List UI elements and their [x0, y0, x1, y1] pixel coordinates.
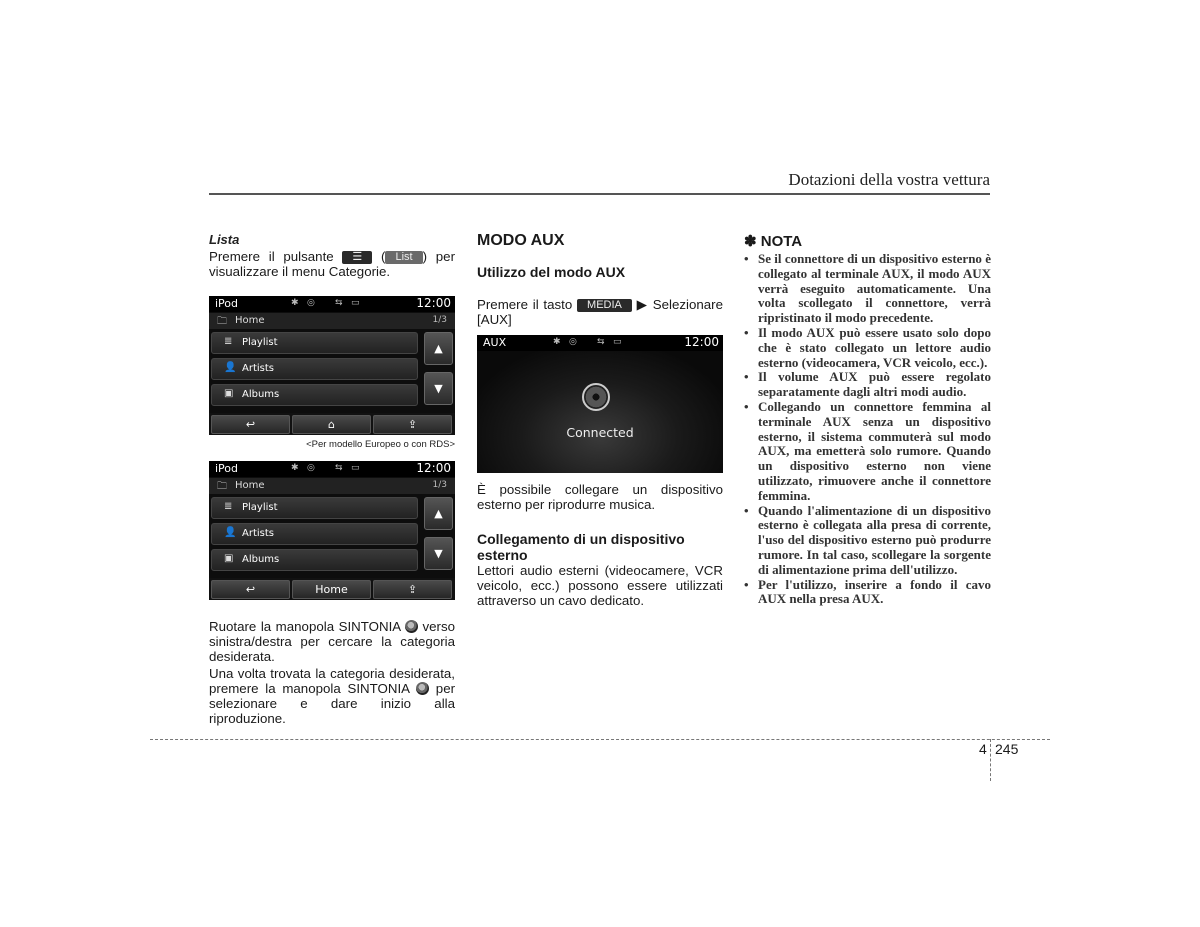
press-text-2: Selezionare [AUX]	[477, 297, 723, 327]
aux-screen	[477, 335, 723, 473]
select-text-2: per selezionare e dare inizio alla riproduzione.	[209, 681, 456, 726]
menu-list-icon: ☰	[342, 251, 372, 264]
clock: 12:00	[416, 296, 451, 310]
select-paragraph	[209, 666, 455, 726]
aux-usage-subtitle: Utilizzo del modo AUX	[477, 264, 626, 280]
album-icon: ▣	[224, 553, 234, 564]
list-item-albums[interactable]	[211, 549, 418, 571]
clock: 12:00	[416, 461, 451, 475]
usb-icon: ⇆	[335, 298, 343, 308]
footer-rule	[150, 739, 1050, 740]
footer-divider	[990, 739, 991, 781]
folder-up-button[interactable]: ⇪	[373, 580, 452, 599]
bluetooth-icon: ✱	[553, 337, 561, 347]
usb-icon: ⇆	[335, 463, 343, 473]
connection-status: Connected	[566, 425, 634, 440]
aux-mode-title: MODO AUX	[477, 232, 565, 249]
bluetooth-icon: ✱	[291, 298, 299, 308]
folder-icon: 🗀	[217, 481, 227, 492]
note-item: • Il modo AUX può essere usato solo dopo che è stato collegato un lettore audio esterno (videocamera, VCR veicolo, ecc.).	[744, 326, 991, 370]
press-text-1: Premere il tasto	[477, 297, 573, 312]
home-path-row	[209, 313, 455, 329]
external-device-description: Lettori audio esterni (videocamere, VCR veicolo, ecc.) possono essere utilizzati attraverso un cavo dedicato.	[477, 563, 723, 608]
list-item-label: Playlist	[242, 502, 278, 513]
column-1	[209, 232, 455, 726]
play-arrow-icon: ▶	[636, 297, 648, 312]
section-lista-title: Lista	[209, 232, 240, 247]
list-item-label: Playlist	[242, 337, 278, 348]
scroll-up-button[interactable]: ▲	[424, 497, 453, 530]
page-indicator: 1/3	[432, 480, 447, 490]
column-3	[744, 232, 991, 607]
aux-press-paragraph	[477, 297, 723, 327]
header-rule	[209, 193, 990, 195]
home-path-row	[209, 478, 455, 494]
usb-icon: ⇆	[597, 337, 605, 347]
list-item-artists[interactable]	[211, 358, 418, 380]
home-text-button[interactable]: Home	[292, 580, 371, 599]
source-name: iPod	[215, 462, 239, 475]
disc-icon: ◎	[307, 298, 315, 308]
list-item-label: Albums	[242, 554, 280, 565]
back-button[interactable]: ↩	[211, 415, 290, 434]
source-name: iPod	[215, 297, 239, 310]
aux-icon: ▭	[351, 463, 360, 473]
intro-text-2: visualizzare il menu Categorie.	[209, 264, 391, 279]
note-list	[744, 252, 991, 607]
connected-disc-icon	[582, 383, 610, 411]
running-header-title: Dotazioni della vostra vettura	[788, 170, 990, 189]
artist-icon: 👤	[224, 527, 237, 538]
album-icon: ▣	[224, 388, 234, 399]
screen-caption: <Per modello Europeo o con RDS>	[306, 439, 455, 450]
folder-up-button[interactable]: ⇪	[373, 415, 452, 434]
list-button-label: List	[385, 251, 422, 264]
intro-paragraph: Premere il pulsante ☰ ( List ) per visualizzare il menu Categorie.	[209, 249, 456, 279]
tune-knob-icon	[416, 682, 429, 695]
source-name: AUX	[483, 336, 507, 349]
external-device-subtitle: Collegamento di un dispositivo esterno	[477, 531, 685, 563]
playlist-icon: ≣	[224, 336, 233, 347]
status-bar	[477, 335, 723, 351]
list-item-artists[interactable]	[211, 523, 418, 545]
home-button[interactable]: ⌂	[292, 415, 371, 434]
select-text-1: Una volta trovata la categoria desiderata, premere la manopola SINTONIA	[209, 666, 455, 696]
artist-icon: 👤	[224, 362, 237, 373]
chapter-number: 4	[979, 741, 987, 757]
list-item-playlist[interactable]	[211, 497, 418, 519]
aux-background	[477, 351, 723, 473]
status-bar	[209, 296, 455, 312]
note-item: • Collegando un connettore femmina al terminale AUX senza un dispositivo esterno, il sistema commuterà sul modo AUX, ma emetterà solo rumore. Quando un dispositivo esterno non viene utilizzato, rimuovere anche il connettore femmina.	[744, 400, 991, 504]
rotate-paragraph	[209, 619, 455, 664]
tune-knob-icon	[405, 620, 418, 633]
list-item-playlist[interactable]	[211, 332, 418, 354]
note-item: • Per l'utilizzo, inserire a fondo il cavo AUX nella presa AUX.	[744, 578, 991, 608]
disc-icon: ◎	[307, 463, 315, 473]
folder-icon: 🗀	[217, 316, 227, 327]
ipod-screen-2	[209, 461, 455, 600]
media-key-label: MEDIA	[577, 299, 632, 312]
scroll-down-button[interactable]: ▼	[424, 537, 453, 570]
disc-icon: ◎	[569, 337, 577, 347]
aux-icon: ▭	[351, 298, 360, 308]
bottom-button-bar	[209, 578, 455, 600]
list-item-label: Albums	[242, 389, 280, 400]
column-2	[477, 232, 723, 608]
bluetooth-icon: ✱	[291, 463, 299, 473]
scroll-up-button[interactable]: ▲	[424, 332, 453, 365]
list-item-label: Artists	[242, 528, 274, 539]
aux-icon: ▭	[613, 337, 622, 347]
list-item-label: Artists	[242, 363, 274, 374]
ipod-screen-1	[209, 296, 455, 435]
aux-description: È possibile collegare un dispositivo esterno per riprodurre musica.	[477, 482, 723, 512]
note-item: • Se il connettore di un dispositivo esterno è collegato al terminale AUX, il modo AUX verrà eseguito automaticamente. Una volta scollegato il connettore, verrà ripristinato il modo precedente.	[744, 252, 991, 326]
intro-text-1: Premere il pulsante	[209, 249, 334, 264]
scroll-down-button[interactable]: ▼	[424, 372, 453, 405]
page-indicator: 1/3	[432, 315, 447, 325]
back-button[interactable]: ↩	[211, 580, 290, 599]
home-path-label: Home	[235, 315, 265, 326]
rotate-text-2: verso sinistra/destra per cercare la categoria desiderata.	[209, 619, 456, 664]
page-number: 245	[995, 741, 1019, 757]
home-path-label: Home	[235, 480, 265, 491]
bottom-button-bar	[209, 413, 455, 435]
list-item-albums[interactable]	[211, 384, 418, 406]
status-bar	[209, 461, 455, 477]
playlist-icon: ≣	[224, 501, 233, 512]
note-title: ✽ NOTA	[744, 233, 803, 250]
rotate-text-1: Ruotare la manopola SINTONIA	[209, 619, 401, 634]
clock: 12:00	[684, 335, 719, 349]
note-item: • Quando l'alimentazione di un dispositivo esterno è collegata alla presa di corrente, l'uso del dispositivo esterno può produrre rumore. In tal caso, scollegare la sorgente di alimentazione prima dell'utilizzo.	[744, 504, 991, 578]
note-item: • Il volume AUX può essere regolato separatamente dagli altri modi audio.	[744, 370, 991, 400]
